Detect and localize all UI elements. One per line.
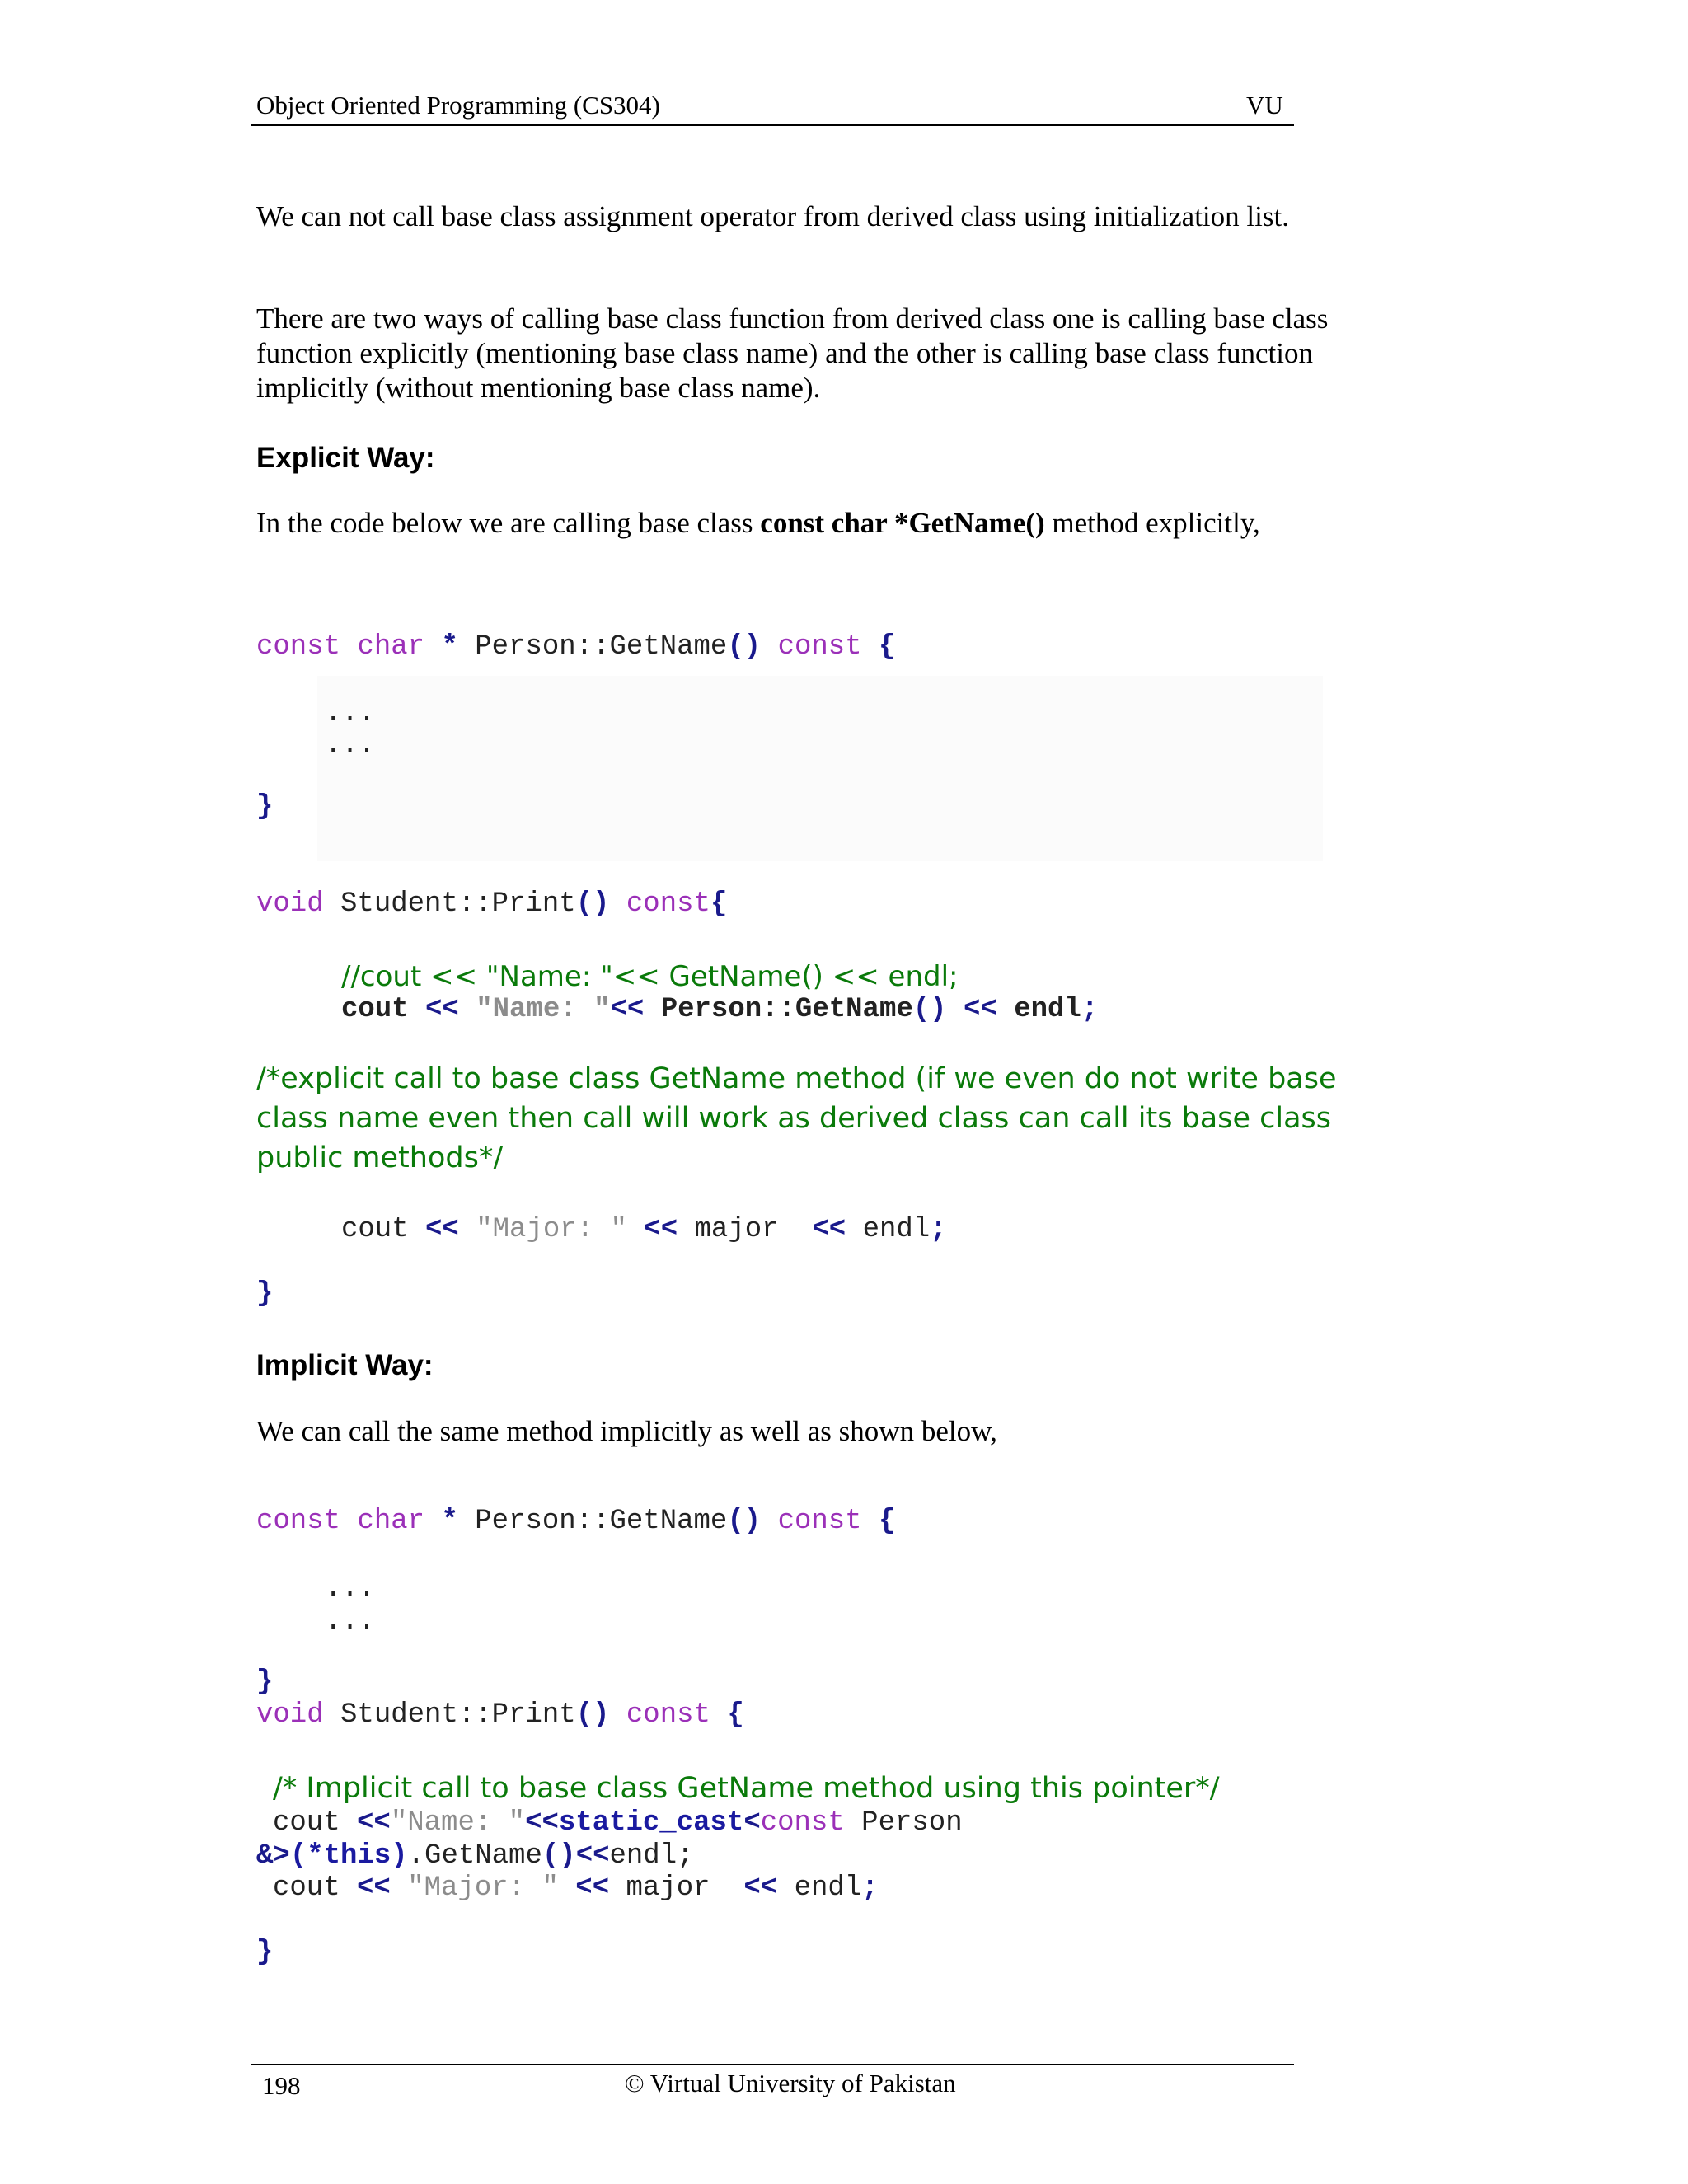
header-title: Object Oriented Programming (CS304) — [256, 91, 660, 120]
p3-text-end: method explicitly, — [1044, 507, 1260, 539]
header-rule — [251, 124, 1294, 126]
heading-explicit-way: Explicit Way: — [256, 442, 435, 474]
paragraph-implicit-intro: We can call the same method implicitly as well as shown below, — [256, 1415, 997, 1447]
page-number: 198 — [262, 2071, 301, 2100]
paragraph-assignment-operator: We can not call base class assignment operator from derived class using initialization list. — [256, 200, 1289, 232]
code-line-print-1: void Student::Print() const{ — [256, 888, 728, 920]
code-line-this-cast: &>(*this).GetName()<<endl; — [256, 1840, 694, 1872]
code-line-getname-1: const char * Person::GetName() const { — [256, 631, 896, 663]
code-close-brace-4: } — [256, 1937, 274, 1968]
code-commented-cout: //cout << "Name: "<< GetName() << endl; — [341, 960, 959, 993]
code-line-cout-major-1: cout << "Major: " << major << endl; — [341, 1214, 947, 1245]
code-line-cout-name-implicit: cout <<"Name: "<<static_cast<const Person — [273, 1807, 963, 1839]
code-close-brace-1: } — [256, 791, 274, 823]
code-line-cout-name-explicit: cout << "Name: "<< Person::GetName() << endl; — [341, 994, 1099, 1025]
code-explicit-comment: /*explicit call to base class GetName method (if we even do not write base class name even then call will work as derived class can call its base class public methods*/ — [256, 1062, 1337, 1174]
code-line-getname-2: const char * Person::GetName() const { — [256, 1506, 896, 1537]
code-ellipsis-2b: ... — [325, 1606, 376, 1638]
p3-method-name: const char *GetName() — [760, 507, 1045, 539]
heading-implicit-way: Implicit Way: — [256, 1349, 434, 1381]
code-ellipsis-1a: ... — [325, 698, 376, 729]
p3-text: In the code below we are calling base class — [256, 507, 761, 539]
code-ellipsis-1b: ... — [325, 730, 376, 762]
code-line-print-2: void Student::Print() const { — [256, 1699, 744, 1731]
paragraph-explicit-intro — [256, 506, 1361, 541]
footer-copyright: © Virtual University of Pakistan — [625, 2069, 956, 2097]
code-ellipsis-2a: ... — [325, 1573, 376, 1605]
code-close-brace-3: } — [256, 1666, 274, 1698]
code-line-cout-major-2: cout << "Major: " << major << endl; — [273, 1872, 879, 1904]
paragraph-two-ways: There are two ways of calling base class function from derived class one is calling base class function explicitly (mentioning base class name) and the other is calling base class function implicitly (without mentioning base class name). — [256, 302, 1329, 404]
footer-rule — [251, 2064, 1294, 2065]
code-implicit-comment: /* Implicit call to base class GetName method using this pointer*/ — [273, 1772, 1220, 1805]
header-vu: VU — [1246, 91, 1283, 120]
code-close-brace-2: } — [256, 1278, 274, 1310]
code-shade — [317, 676, 1323, 861]
